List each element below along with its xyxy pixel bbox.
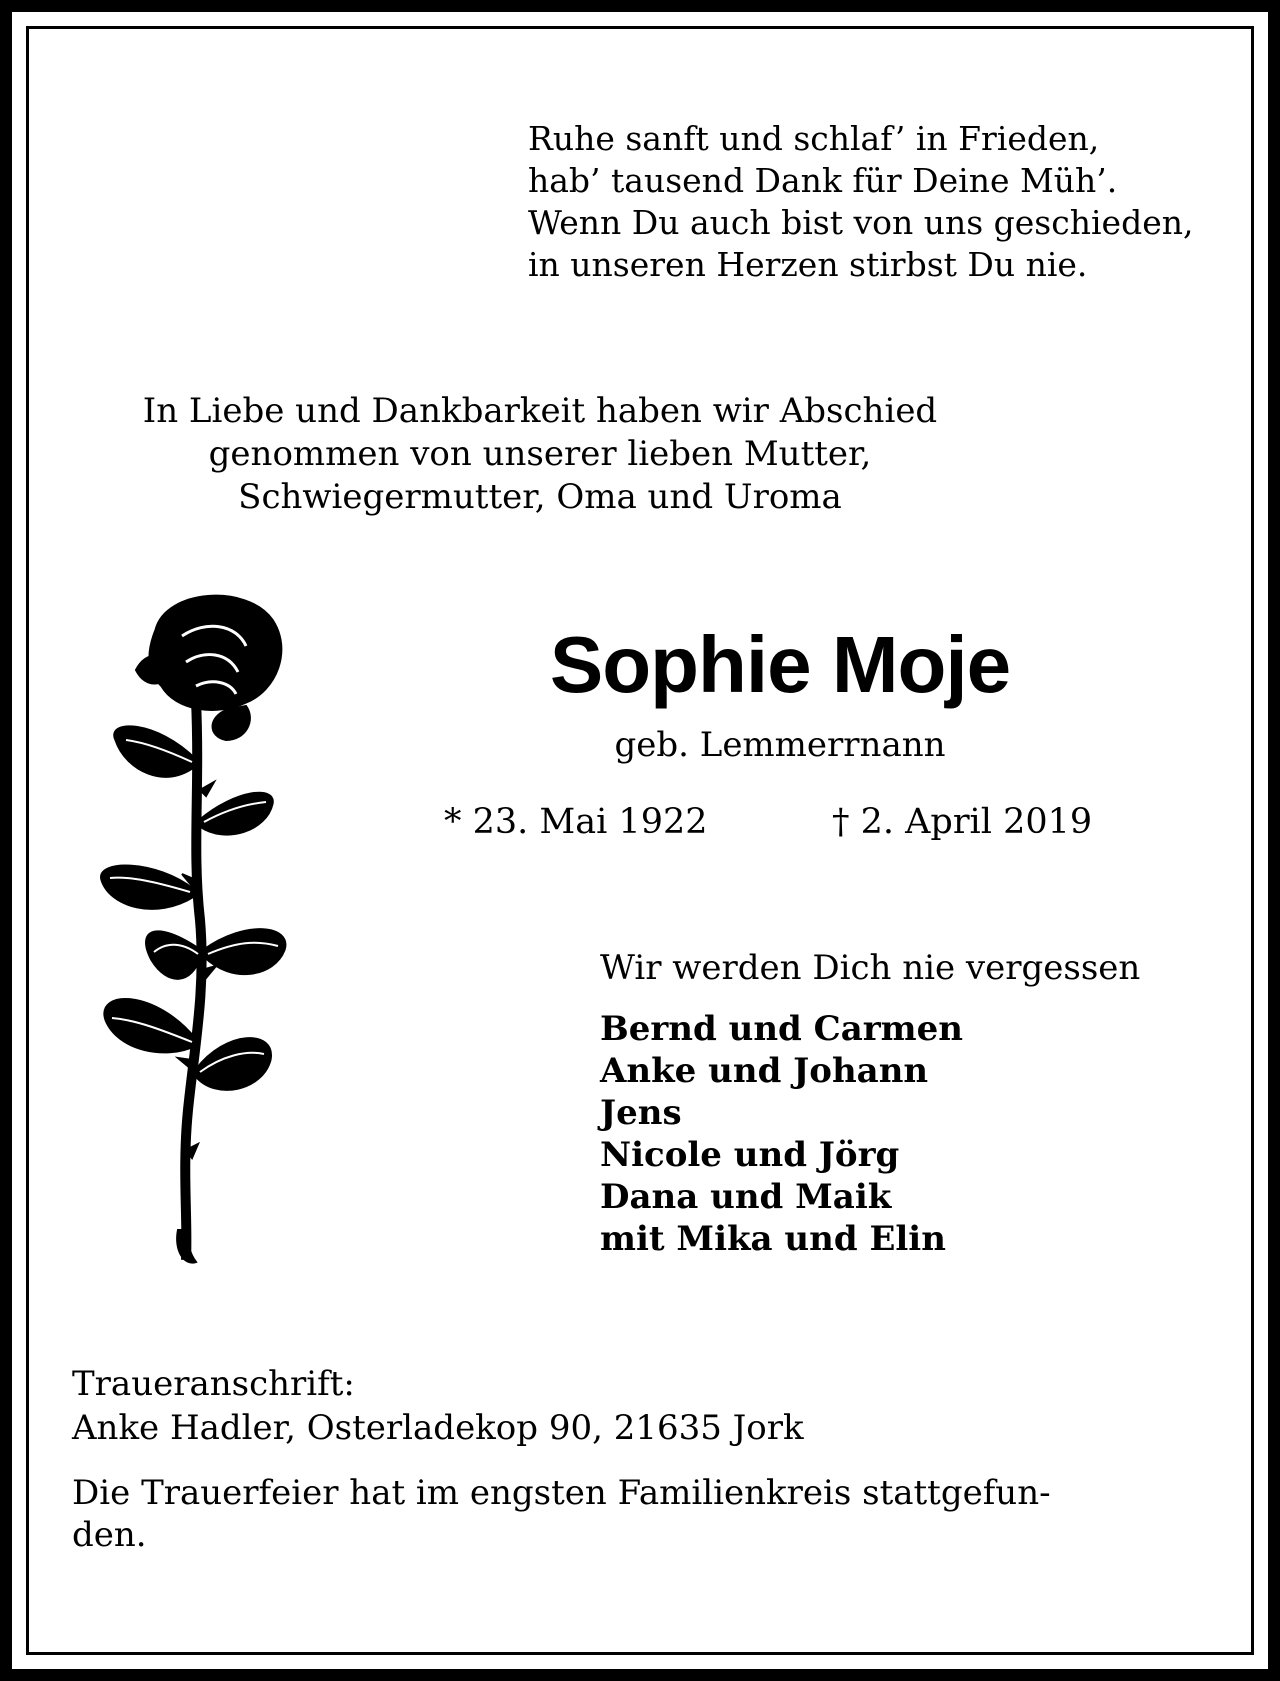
poem-line: in unseren Herzen stirbst Du nie. — [528, 245, 1088, 284]
address-label: Traueranschrift: — [72, 1364, 355, 1404]
farewell-line: Schwiegermutter, Oma und Uroma — [238, 477, 842, 517]
mourner-name: Anke und Johann — [600, 1051, 929, 1091]
mourner-name: Jens — [600, 1093, 682, 1133]
deceased-name: Sophie Moje — [549, 620, 1011, 709]
never-forget-line: Wir werden Dich nie vergessen — [600, 948, 1141, 988]
death-date: † 2. April 2019 — [832, 802, 1093, 842]
ceremony-line: den. — [72, 1515, 147, 1555]
poem-line: Ruhe sanft und schlaf’ in Frieden, — [528, 119, 1100, 158]
ceremony-note — [72, 1472, 1222, 1556]
mourners-list — [600, 1008, 963, 1260]
mourner-name: Nicole und Jörg — [600, 1135, 900, 1175]
farewell-line: In Liebe und Dankbarkeit haben wir Abschied — [142, 391, 938, 431]
mourning-address: Anke Hadler, Osterladekop 90, 21635 Jork — [72, 1408, 804, 1448]
poem — [528, 118, 1193, 286]
farewell-text — [130, 390, 950, 519]
birth-name: geb. Lemmerrnann — [614, 725, 946, 765]
mourner-name: mit Mika und Elin — [600, 1219, 946, 1259]
farewell-line: genommen von unserer lieben Mutter, — [208, 434, 872, 474]
poem-line: hab’ tausend Dank für Deine Müh’. — [528, 161, 1118, 200]
mourner-name: Dana und Maik — [600, 1177, 892, 1217]
poem-line: Wenn Du auch bist von uns geschieden, — [528, 203, 1194, 242]
mourner-name: Bernd und Carmen — [600, 1009, 963, 1049]
rose-icon — [96, 590, 316, 1270]
ceremony-line: Die Trauerfeier hat im engsten Familienkreis stattgefun- — [72, 1473, 1051, 1513]
birth-date: * 23. Mai 1922 — [444, 802, 708, 842]
